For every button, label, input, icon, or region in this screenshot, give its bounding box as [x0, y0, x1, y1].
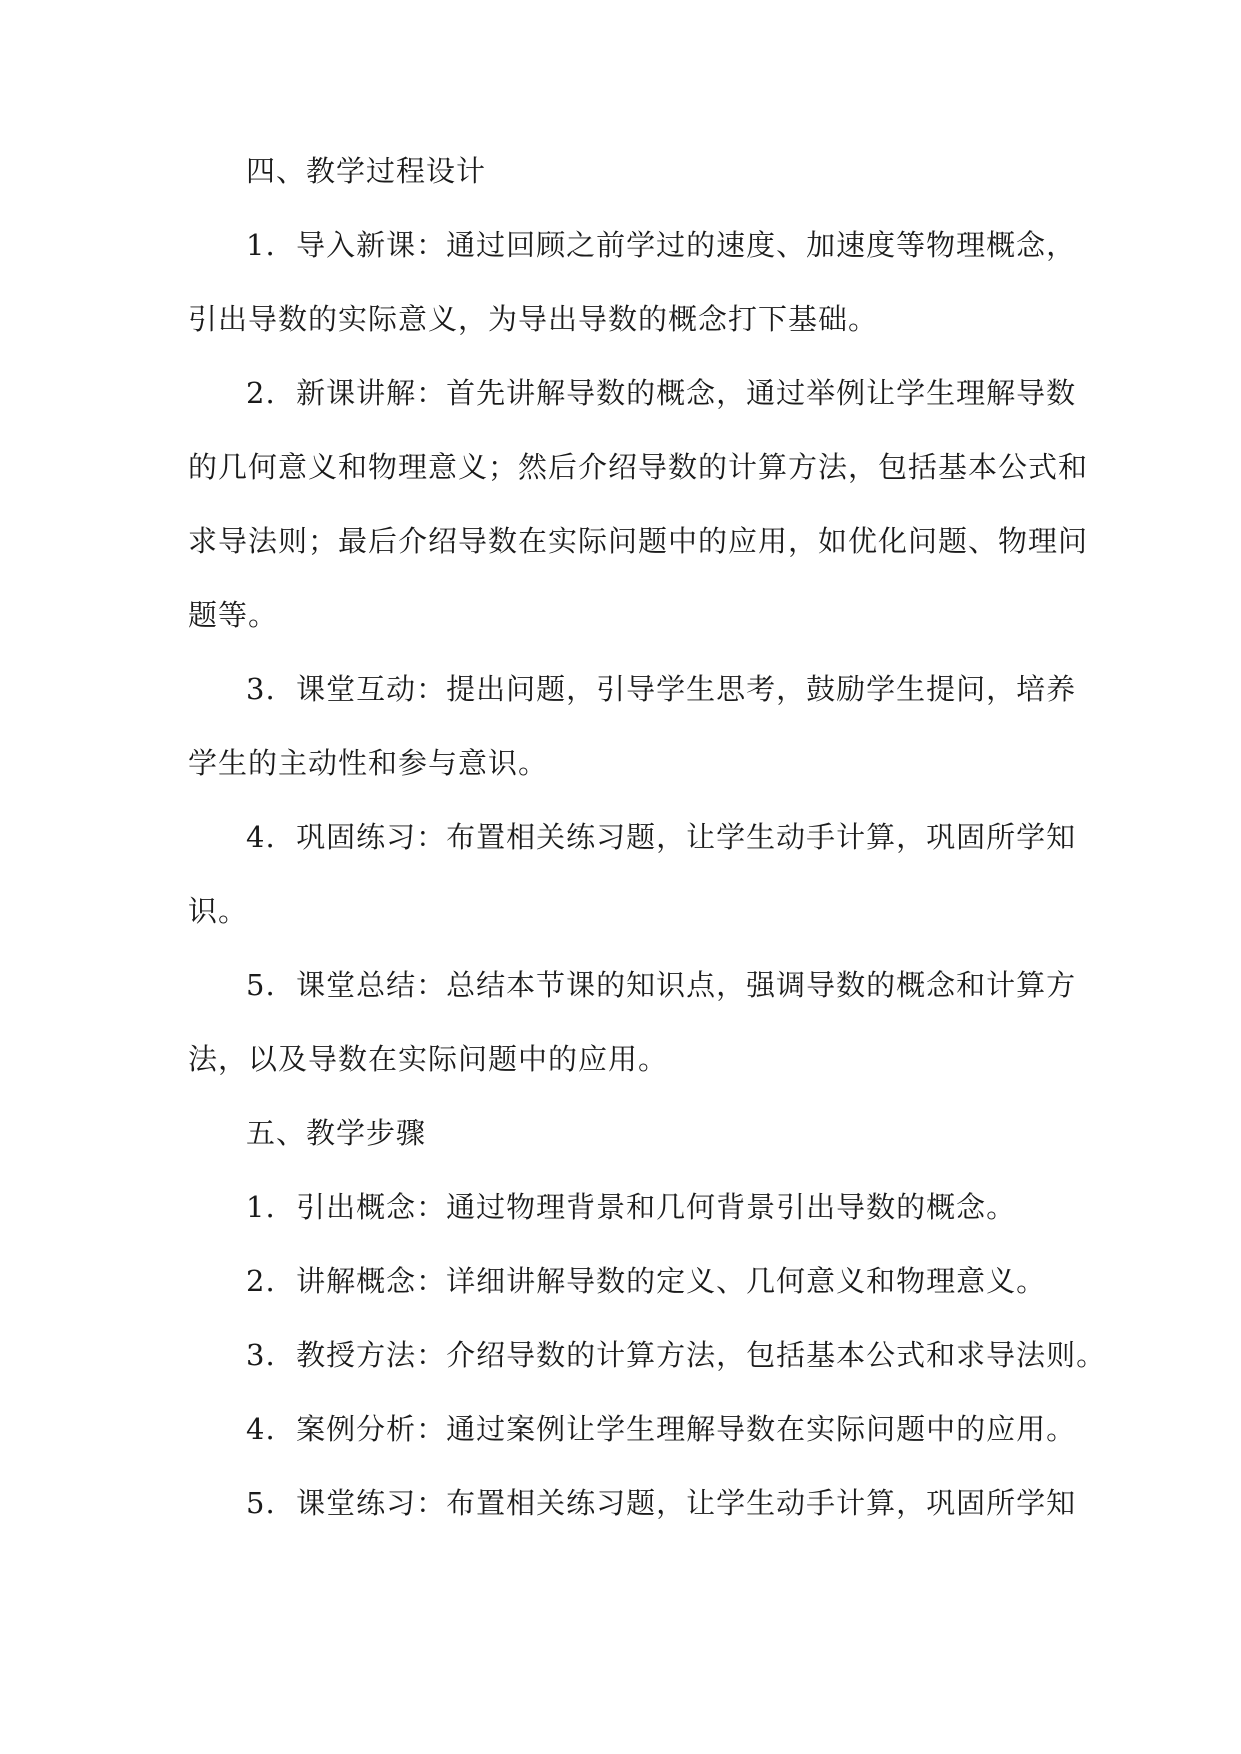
- section-4-item-2-line-4: 题等。: [188, 598, 279, 632]
- item-number: 4.: [246, 820, 276, 854]
- section-4-item-2-line-1: [246, 376, 1126, 410]
- item-text: 教授方法：介绍导数的计算方法，包括基本公式和求导法则。: [296, 1338, 1107, 1372]
- section-5-item-4: [246, 1412, 1126, 1446]
- item-text: 导入新课：通过回顾之前学过的速度、加速度等物理概念，: [296, 228, 1077, 262]
- section-4-item-2-line-2: 的几何意义和物理意义；然后介绍导数的计算方法，包括基本公式和: [188, 450, 1089, 484]
- section-5-item-1: [246, 1190, 1126, 1224]
- item-text: 讲解概念：详细讲解导数的定义、几何意义和物理意义。: [296, 1264, 1047, 1298]
- section-4-item-4-line-2: 识。: [188, 894, 249, 928]
- item-text: 案例分析：通过案例让学生理解导数在实际问题中的应用。: [296, 1412, 1077, 1446]
- item-number: 1.: [246, 228, 276, 262]
- item-number: 5.: [246, 968, 276, 1002]
- item-text: 课堂总结：总结本节课的知识点，强调导数的概念和计算方: [296, 968, 1077, 1002]
- section-4-item-3-line-1: [246, 672, 1126, 706]
- item-number: 3.: [246, 672, 276, 706]
- item-text: 新课讲解：首先讲解导数的概念，通过举例让学生理解导数: [296, 376, 1077, 410]
- item-text: 巩固练习：布置相关练习题，让学生动手计算，巩固所学知: [296, 820, 1077, 854]
- section-4-item-1-line-1: [246, 228, 1126, 262]
- section-4-heading: 四、教学过程设计: [246, 154, 487, 188]
- item-text: 课堂互动：提出问题，引导学生思考，鼓励学生提问，培养: [296, 672, 1077, 706]
- section-5-item-2: [246, 1264, 1126, 1298]
- section-4-item-4-line-1: [246, 820, 1126, 854]
- section-4-item-3-line-2: 学生的主动性和参与意识。: [188, 746, 549, 780]
- section-4-item-5-line-2: 法，以及导数在实际问题中的应用。: [188, 1042, 669, 1076]
- section-5-item-5: [246, 1486, 1126, 1520]
- item-text: 课堂练习：布置相关练习题，让学生动手计算，巩固所学知: [296, 1486, 1077, 1520]
- section-4-item-5-line-1: [246, 968, 1126, 1002]
- item-number: 5.: [246, 1486, 276, 1520]
- section-4-item-1-line-2: 引出导数的实际意义，为导出导数的概念打下基础。: [188, 302, 879, 336]
- item-number: 2.: [246, 376, 276, 410]
- item-number: 2.: [246, 1264, 276, 1298]
- section-5-heading: 五、教学步骤: [246, 1116, 427, 1150]
- item-number: 1.: [246, 1190, 276, 1224]
- section-4-item-2-line-3: 求导法则；最后介绍导数在实际问题中的应用，如优化问题、物理问: [188, 524, 1089, 558]
- section-5-item-3: [246, 1338, 1126, 1372]
- item-number: 3.: [246, 1338, 276, 1372]
- item-text: 引出概念：通过物理背景和几何背景引出导数的概念。: [296, 1190, 1017, 1224]
- item-number: 4.: [246, 1412, 276, 1446]
